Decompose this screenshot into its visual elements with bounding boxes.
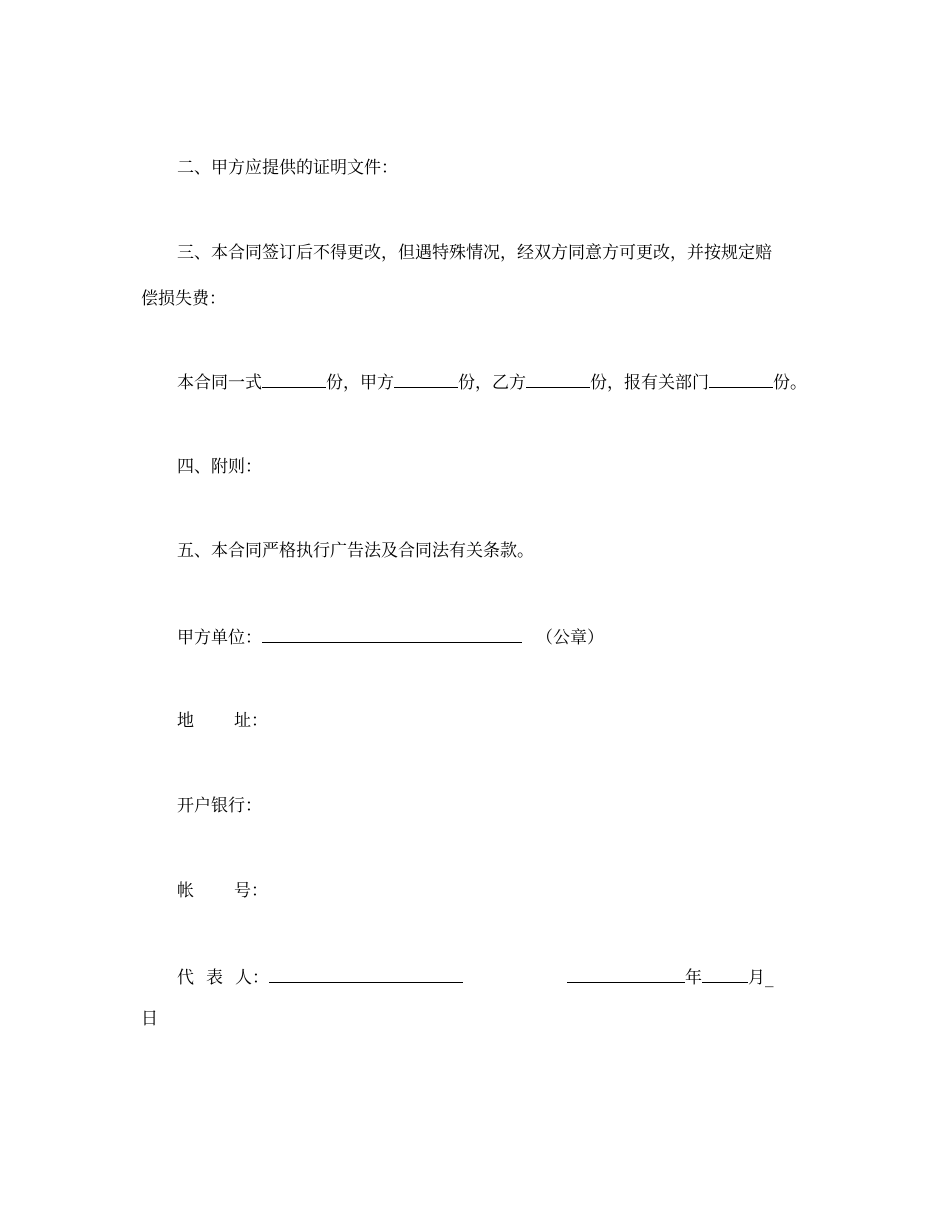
copies-party-a-blank[interactable] <box>394 370 458 388</box>
year-label: 年 <box>685 968 702 988</box>
clause-5: 五、本合同严格执行广告法及合同法有关条款。 <box>177 541 534 561</box>
clause-3-line-2: 偿损失费： <box>141 289 226 309</box>
copies-total-blank[interactable] <box>262 370 326 388</box>
copies-text-3: 份，乙方 <box>458 373 526 393</box>
bank-label: 开户银行： <box>177 796 262 816</box>
day-label: 日 <box>141 1009 158 1029</box>
clause-3-line-1: 三、本合同签订后不得更改，但遇特殊情况，经双方同意方可更改，并按规定赔 <box>177 243 772 263</box>
copies-party-b-blank[interactable] <box>526 370 590 388</box>
representative-line <box>177 965 774 989</box>
account-label-char-2: 号： <box>234 881 268 901</box>
representative-label-char-3: 人： <box>235 968 269 988</box>
address-label-char-2: 址： <box>234 711 268 731</box>
copies-department-blank[interactable] <box>709 370 773 388</box>
seal-label: （公章） <box>536 628 604 648</box>
copies-line <box>177 370 807 394</box>
address-label-char-1: 地 <box>177 711 194 731</box>
representative-label-char-2: 表 <box>206 968 223 988</box>
copies-text-4: 份，报有关部门 <box>590 373 709 393</box>
year-blank[interactable] <box>567 965 685 983</box>
clause-4: 四、附则： <box>177 457 262 477</box>
representative-label-char-1: 代 <box>177 968 194 988</box>
month-label: 月_ <box>748 968 774 988</box>
account-line <box>177 880 268 902</box>
copies-text-5: 份。 <box>773 373 807 393</box>
representative-blank[interactable] <box>269 965 463 983</box>
address-line <box>177 710 268 732</box>
party-a-label: 甲方单位： <box>177 628 262 648</box>
copies-text-2: 份，甲方 <box>326 373 394 393</box>
party-a-blank[interactable] <box>262 625 522 643</box>
month-blank[interactable] <box>702 965 748 983</box>
copies-text-1: 本合同一式 <box>177 373 262 393</box>
account-label-char-1: 帐 <box>177 881 194 901</box>
party-a-line <box>177 625 604 649</box>
clause-2: 二、甲方应提供的证明文件： <box>177 158 398 178</box>
